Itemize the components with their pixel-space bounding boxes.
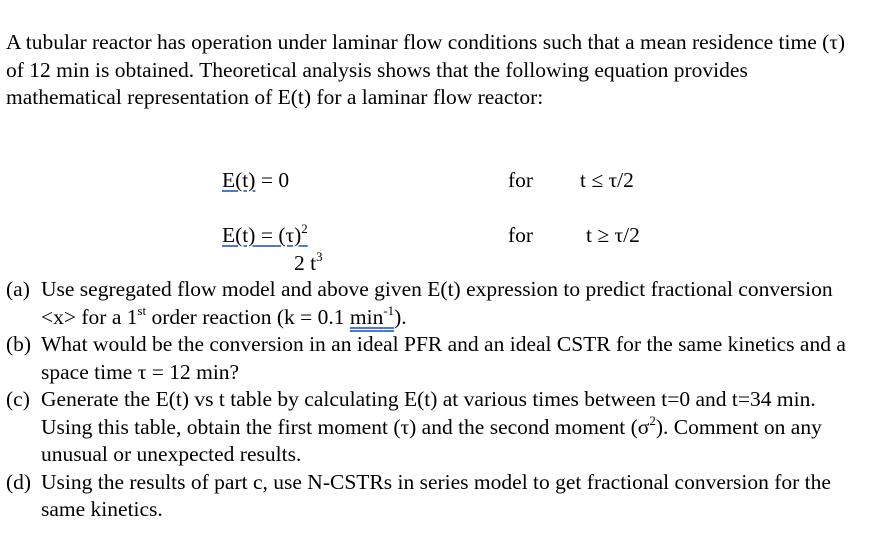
equation-2-denominator-text: 2 t [294,251,317,275]
equation-1-condition: t ≤ τ/2 [580,168,634,192]
part-d-label: (d) [6,469,32,494]
question-parts [6,276,866,524]
equation-1-for: for [508,168,534,192]
part-a [6,276,866,331]
part-d [6,469,866,524]
equation-2-numerator-text: = (τ) [255,223,302,247]
part-a-label: (a) [6,277,30,301]
part-a-text-1: Use segregated flow model and above given E(t) expression to predict fractional conversion <x> for a 1 [41,277,833,329]
intro-paragraph: A tubular reactor has operation under laminar flow conditions such that a mean residence time (τ) of 12 min is obtained. Theoretical analysis shows that the following equation provides mathematical representation of E(t) for a laminar flow reactor: [6,30,846,109]
equation-2-numerator-sup: 2 [301,221,308,236]
part-b-label: (b) [6,332,32,356]
part-a-unit [350,305,394,329]
equation-1-expression [222,167,289,193]
part-d-text: Using the results of part c, use N-CSTRs in series model to get fractional conversion for the same kinetics. [41,469,831,521]
equation-1-lhs: E(t) [222,168,256,192]
equation-2-expression [222,222,308,248]
equation-2-numerator [255,223,307,247]
equation-2-condition: t ≥ τ/2 [586,223,640,247]
equation-2-denominator-sup: 3 [316,249,323,264]
part-c-sup: 2 [649,413,656,428]
equation-2-lhs: E(t) [222,223,256,247]
equation-2-denominator [294,250,323,276]
part-a-unit-sup: -1 [383,303,395,318]
part-b [6,331,866,386]
part-c-label: (c) [6,387,30,411]
equation-2-for: for [508,223,534,247]
part-a-text-3: ). [394,304,407,329]
part-c-text-2: ). Comment on any unusual or unexpected results. [41,414,822,466]
part-a-sup: st [137,303,147,318]
equation-1-rhs: = 0 [255,168,290,192]
part-c [6,386,866,469]
part-c-text-1: Generate the E(t) vs t table by calculating E(t) at various times between t=0 and t=34 min. Using this table, obtain the first moment (τ) and the second moment (σ [41,387,816,439]
part-b-text: What would be the conversion in an ideal PFR and an ideal CSTR for the same kinetics and a space time τ = 12 min? [41,332,846,384]
part-a-unit-text: min [349,304,384,329]
part-a-text-2: order reaction (k = 0.1 [146,304,350,329]
